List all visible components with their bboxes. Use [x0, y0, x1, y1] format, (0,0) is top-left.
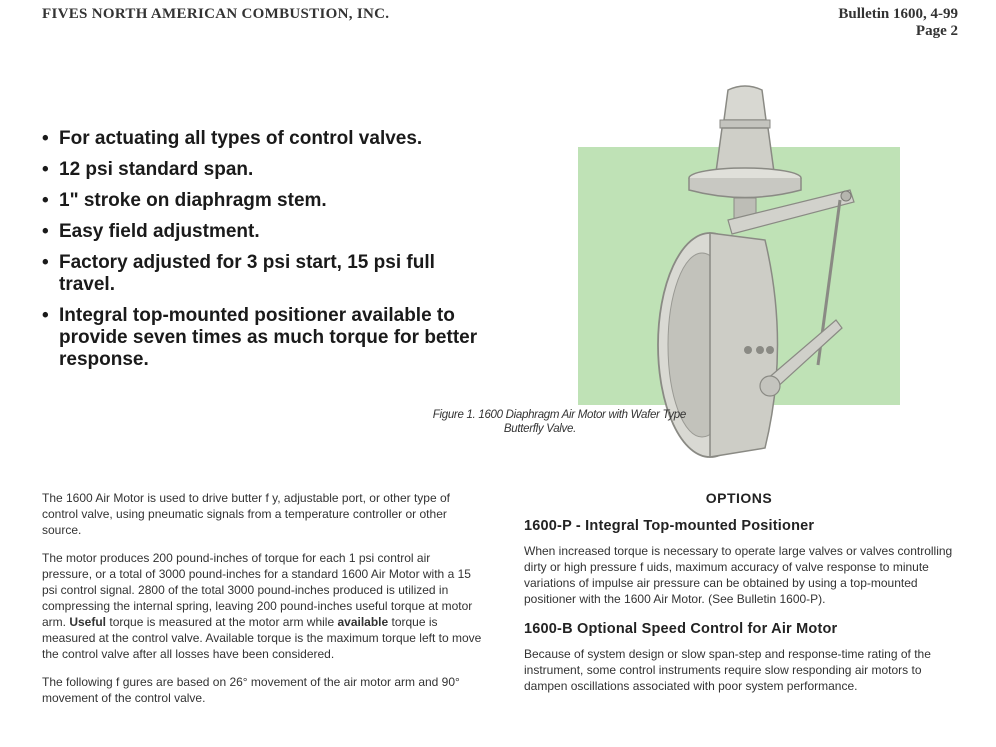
air-motor-illustration [640, 80, 880, 460]
page-header-right [838, 6, 958, 40]
paragraph-torque [42, 550, 482, 662]
page-number: Page 2 [915, 23, 958, 39]
feature-item: • 1" stroke on diaphragm stem. [42, 190, 482, 212]
options-column [524, 490, 954, 694]
figure-caption-line: Butterfly Valve. [503, 423, 576, 435]
feature-item: • 12 psi standard span. [42, 159, 482, 181]
options-title: OPTIONS [705, 490, 773, 506]
figure-caption [396, 408, 686, 436]
available-emphasis: available [337, 615, 389, 629]
company-name: FIVES NORTH AMERICAN COMBUSTION, INC. [42, 6, 390, 22]
figure-caption-line: Figure 1. 1600 Diaphragm Air Motor with Wafer Type [432, 409, 686, 421]
feature-item: • Factory adjusted for 3 psi start, 15 psi full travel. [42, 252, 482, 296]
paragraph-usage: The 1600 Air Motor is used to drive butter f y, adjustable port, or other type of control valve, using pneumatic signals from a temperature controller or other source. [42, 491, 450, 537]
torque-text: torque is measured at the motor arm while [106, 615, 338, 629]
option-speed-control-title: 1600-B Optional Speed Control for Air Motor [524, 621, 838, 637]
torque-text: The motor produces 200 pound-inches of torque for each 1 psi control air pressure, or a total of 3000 pound-inches for a standard 1600 Air Motor with a 15 psi control signal. 2800 of the total 3000 pound-inches produced is utilized in compressing the internal spring, leaving 200 pound-inches useful torque at motor arm. [42, 551, 473, 629]
feature-list [42, 128, 482, 380]
bulletin-number: Bulletin 1600, 4-99 [838, 6, 958, 22]
feature-item: • For actuating all types of control valves. [42, 128, 482, 150]
feature-item: • Easy field adjustment. [42, 221, 482, 243]
option-positioner-title: 1600-P - Integral Top-mounted Positioner [524, 518, 815, 534]
option-speed-control-text: Because of system design or slow span-step and response-time rating of the instrument, some control instruments require slow responding air motors to dampen oscillations associated with poor system performance. [524, 647, 931, 693]
feature-item: • Integral top-mounted positioner available to provide seven times as much torque for better response. [42, 305, 482, 371]
paragraph-figures: The following f gures are based on 26° movement of the air motor arm and 90° movement of the control valve. [42, 675, 460, 705]
useful-emphasis: Useful [69, 615, 107, 629]
torque-text: torque is measured at the control valve. Available torque is the maximum torque left to move the control valve after all losses have been considered. [42, 615, 482, 661]
description-column [42, 490, 482, 718]
option-positioner-text: When increased torque is necessary to operate large valves or valves controlling dirty or high pressure f uids, maximum accuracy of valve response to minute variations of impulse air pressure can be obtained by using a top-mounted positioner with the 1600 Air Motor. (See Bulletin 1600-P). [524, 544, 953, 606]
